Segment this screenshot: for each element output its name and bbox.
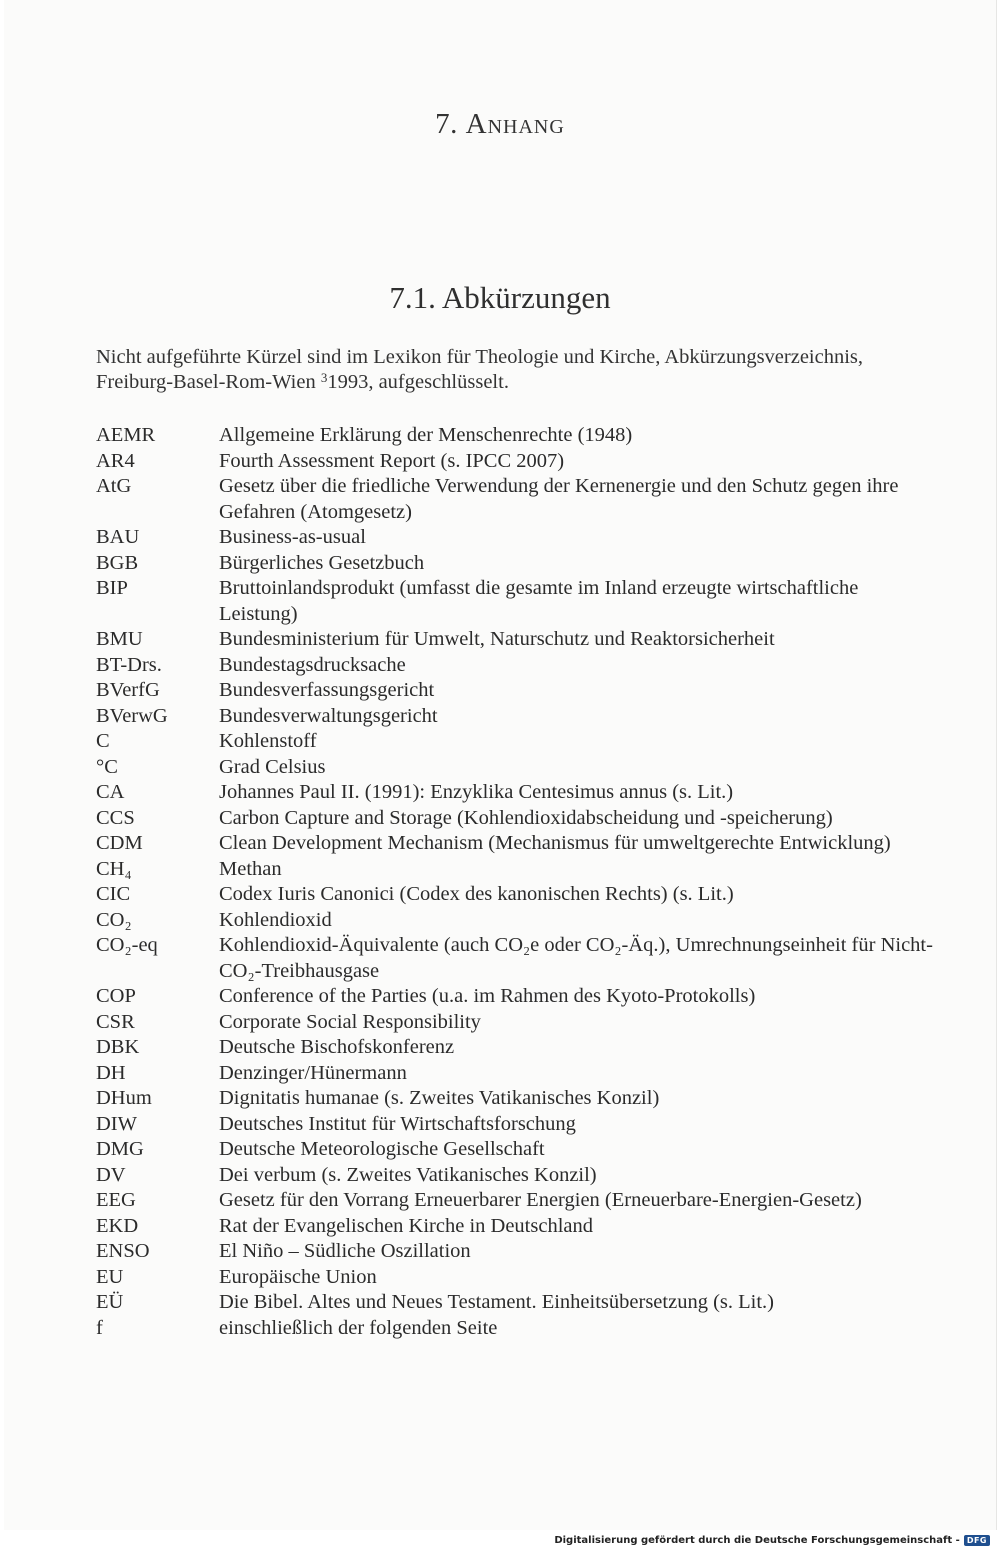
- abbreviation-term: DHum: [96, 1087, 152, 1109]
- abbreviation-row: [96, 1239, 936, 1265]
- abbreviation-definition: Deutsche Bischofskonferenz: [219, 1036, 455, 1058]
- abbreviation-term: AEMR: [96, 424, 156, 446]
- abbreviation-row: [96, 704, 936, 730]
- abbreviation-term: AR4: [96, 449, 135, 472]
- abbreviation-definition: Allgemeine Erklärung der Menschenrechte (1948): [219, 424, 633, 446]
- abbreviation-definition: Bruttoinlandsprodukt (umfasst die gesamte im Inland erzeugte wirtschaftliche Leistung): [219, 577, 859, 625]
- abbreviation-term: EU: [96, 1265, 124, 1288]
- abbreviation-term: DH: [96, 1061, 126, 1084]
- abbreviation-term: DIW: [96, 1112, 137, 1135]
- abbreviation-definition: Bundesministerium für Umwelt, Naturschutz und Reaktorsicherheit: [219, 628, 775, 650]
- abbreviation-term: BAU: [96, 526, 140, 548]
- abbreviation-term: BGB: [96, 551, 139, 574]
- intro-text-end: 1993, aufgeschlüsselt.: [327, 371, 509, 393]
- abbreviation-definition: Kohlendioxid: [219, 908, 332, 931]
- intro-text: Nicht aufgeführte Kürzel sind im Lexikon für Theologie und Kirche, Abkürzungsverzeichnis, Freiburg-Basel-Rom-Wien: [96, 346, 864, 393]
- abbreviation-definition: Europäische Union: [219, 1265, 377, 1288]
- abbreviation-row: [96, 653, 936, 679]
- abbreviation-definition: Fourth Assessment Report (s. IPCC 2007): [219, 449, 565, 472]
- abbreviation-term: EKD: [96, 1214, 139, 1237]
- abbreviation-row: [96, 1061, 936, 1087]
- abbreviation-term: DMG: [96, 1138, 144, 1160]
- abbreviation-term: EÜ: [96, 1291, 124, 1313]
- abbreviation-row: [96, 449, 936, 475]
- abbreviation-term: AtG: [96, 475, 132, 497]
- abbreviation-definition: Methan: [219, 857, 282, 880]
- abbreviation-row: [96, 857, 936, 883]
- abbreviation-term: CA: [96, 781, 125, 803]
- abbreviation-row: [96, 576, 936, 627]
- abbreviation-term: C: [96, 730, 110, 752]
- abbreviation-term: BMU: [96, 628, 143, 650]
- dfg-logo: DFG: [964, 1535, 990, 1546]
- abbreviation-row: [96, 1163, 936, 1189]
- abbreviation-row: [96, 1010, 936, 1036]
- abbreviation-term: CDM: [96, 832, 143, 854]
- abbreviation-definition: Kohlendioxid-Äquivalente (auch CO₂e oder CO₂-Äq.), Umrechnungseinheit für Nicht-CO₂-Treibhausgase: [219, 934, 933, 982]
- abbreviation-row: [96, 1188, 936, 1214]
- abbreviation-term: BVerfG: [96, 679, 160, 701]
- abbreviation-row: [96, 780, 936, 806]
- abbreviation-row: [96, 1137, 936, 1163]
- abbreviation-definition: Conference of the Parties (u.a. im Rahmen des Kyoto-Protokolls): [219, 985, 756, 1007]
- abbreviation-row: [96, 474, 936, 525]
- abbreviation-definition: Clean Development Mechanism (Mechanismus für umweltgerechte Entwicklung): [219, 832, 891, 854]
- abbreviation-row: [96, 882, 936, 908]
- abbreviation-row: [96, 551, 936, 577]
- abbreviation-definition: einschließlich der folgenden Seite: [219, 1316, 498, 1339]
- abbreviation-definition: Codex Iuris Canonici (Codex des kanonischen Rechts) (s. Lit.): [219, 883, 734, 905]
- abbreviation-row: [96, 678, 936, 704]
- abbreviation-definition: Business-as-usual: [219, 526, 366, 548]
- abbreviation-row: [96, 525, 936, 551]
- abbreviation-definition: Kohlenstoff: [219, 730, 317, 752]
- abbreviation-term: CO₂-eq: [96, 934, 158, 956]
- abbreviation-term: °C: [96, 755, 118, 778]
- abbreviation-term: BIP: [96, 577, 128, 599]
- abbreviation-row: [96, 1290, 936, 1316]
- abbreviation-row: [96, 1112, 936, 1138]
- abbreviation-term: ENSO: [96, 1240, 150, 1262]
- abbreviation-row: [96, 984, 936, 1010]
- abbreviation-row: [96, 908, 936, 934]
- abbreviation-term: DV: [96, 1163, 126, 1186]
- abbreviation-term: DBK: [96, 1036, 140, 1058]
- abbreviation-definition: Deutsche Meteorologische Gesellschaft: [219, 1138, 545, 1160]
- abbreviation-definition: Grad Celsius: [219, 755, 326, 778]
- abbreviation-definition: Johannes Paul II. (1991): Enzyklika Centesimus annus (s. Lit.): [219, 781, 734, 803]
- chapter-title: Anhang: [465, 108, 565, 140]
- abbreviation-definition: Bundestagsdrucksache: [219, 653, 406, 676]
- abbreviation-term: CO₂: [96, 908, 132, 931]
- abbreviation-row: [96, 729, 936, 755]
- abbreviation-row: [96, 1035, 936, 1061]
- abbreviation-term: CH₄: [96, 857, 132, 880]
- footer-credit: [554, 1535, 990, 1546]
- abbreviation-definition: Carbon Capture and Storage (Kohlendioxidabscheidung und -speicherung): [219, 806, 833, 829]
- abbreviation-definition: Die Bibel. Altes und Neues Testament. Einheitsübersetzung (s. Lit.): [219, 1291, 774, 1313]
- abbreviation-definition: Dei verbum (s. Zweites Vatikanisches Konzil): [219, 1163, 597, 1186]
- abbreviation-definition: Corporate Social Responsibility: [219, 1010, 481, 1033]
- abbreviation-row: [96, 1265, 936, 1291]
- abbreviation-definition: Gesetz für den Vorrang Erneuerbarer Energien (Erneuerbare-Energien-Gesetz): [219, 1189, 862, 1211]
- abbreviation-term: CSR: [96, 1010, 135, 1033]
- edition-superscript: 3: [320, 370, 328, 385]
- chapter-heading: [0, 108, 1000, 141]
- abbreviation-list: [96, 423, 936, 1341]
- abbreviation-definition: Deutsches Institut für Wirtschaftsforschung: [219, 1112, 576, 1135]
- abbreviation-row: [96, 831, 936, 857]
- abbreviation-definition: Dignitatis humanae (s. Zweites Vatikanisches Konzil): [219, 1087, 660, 1109]
- abbreviation-row: [96, 806, 936, 832]
- footer-text: Digitalisierung gefördert durch die Deutsche Forschungsgemeinschaft -: [554, 1535, 960, 1546]
- abbreviation-term: EEG: [96, 1189, 136, 1211]
- abbreviation-term: COP: [96, 985, 136, 1007]
- abbreviation-term: CCS: [96, 806, 135, 829]
- abbreviation-row: [96, 1214, 936, 1240]
- intro-paragraph: [96, 345, 926, 395]
- abbreviation-row: [96, 423, 936, 449]
- abbreviation-definition: Denzinger/Hünermann: [219, 1061, 407, 1084]
- abbreviation-term: CIC: [96, 883, 131, 905]
- abbreviation-definition: Bürgerliches Gesetzbuch: [219, 551, 425, 574]
- chapter-number: 7.: [435, 108, 458, 140]
- abbreviation-definition: Bundesverfassungsgericht: [219, 679, 435, 701]
- abbreviation-term: BVerwG: [96, 704, 168, 727]
- abbreviation-definition: Gesetz über die friedliche Verwendung der Kernenergie und den Schutz gegen ihre Gefahren (Atomgesetz): [219, 475, 899, 523]
- abbreviation-definition: Bundesverwaltungsgericht: [219, 704, 438, 727]
- abbreviation-row: [96, 755, 936, 781]
- abbreviation-term: f: [96, 1316, 103, 1339]
- abbreviation-row: [96, 627, 936, 653]
- abbreviation-definition: Rat der Evangelischen Kirche in Deutschland: [219, 1214, 593, 1237]
- abbreviation-row: [96, 933, 936, 984]
- abbreviation-term: BT-Drs.: [96, 653, 162, 676]
- abbreviation-definition: El Niño – Südliche Oszillation: [219, 1240, 471, 1262]
- abbreviation-row: [96, 1316, 936, 1342]
- section-heading: 7.1. Abkürzungen: [389, 280, 611, 315]
- abbreviation-row: [96, 1086, 936, 1112]
